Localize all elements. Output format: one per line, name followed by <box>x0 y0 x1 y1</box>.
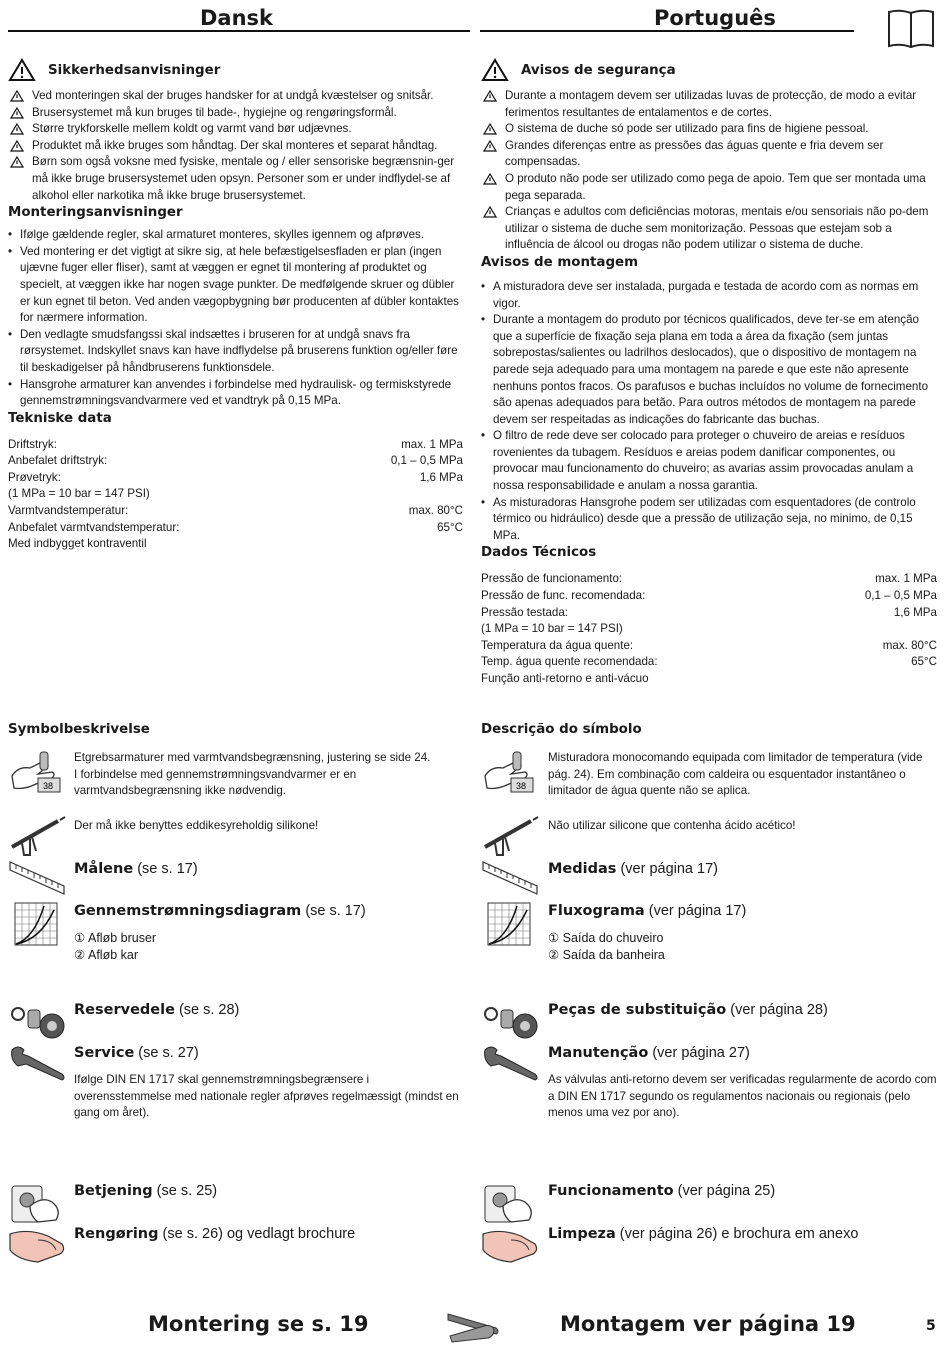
warning-small-icon <box>10 140 24 152</box>
pt-safety-text: Durante a montagem devem ser utilizadas luvas de protecção, de modo a evitar ferimentos resultantes de entalamentos e de cortes. <box>505 89 917 119</box>
header-rule-left <box>8 30 470 32</box>
dk-service-label: Service <box>74 1045 135 1061</box>
pt-spare <box>548 1002 828 1018</box>
header-rule-right <box>480 30 854 32</box>
tech-label: Driftstryk: <box>8 437 57 451</box>
pt-safety-item <box>481 88 937 121</box>
pt-mount-text: A misturadora deve ser instalada, purgada e testada de acordo com as normas em vigor. <box>493 279 919 310</box>
tech-label: Pressão de funcionamento: <box>481 572 623 586</box>
title-danish: Dansk <box>200 6 274 30</box>
dk-cleaning <box>74 1226 355 1242</box>
pt-safety-item <box>481 204 937 254</box>
pt-symbol-title: Descrição do símbolo <box>481 722 642 737</box>
pt-safety-title: Avisos de segurança <box>521 62 676 78</box>
warning-small-icon <box>483 206 497 218</box>
warning-icon <box>8 58 36 82</box>
pt-safety-text: Crianças e adultos com deficiências motoras, mentais e/ou sensoriais não po-dem utilizar o sistema de duche sem monitorização. Pessoas que estejam sob a influência de álcool ou drogas não podem utilizar o sistema de duche. <box>505 205 929 252</box>
tech-row <box>8 437 463 454</box>
silicone-gun-icon <box>481 815 539 857</box>
portuguese-column <box>481 58 937 688</box>
pt-operation-label: Funcionamento <box>548 1183 674 1199</box>
dk-footer-mounting: Montering se s. 19 <box>148 1312 369 1336</box>
tech-label: (1 MPa = 10 bar = 147 PSI) <box>481 622 623 636</box>
flow-diagram-icon <box>14 902 58 946</box>
danish-column <box>8 58 463 553</box>
pt-measures-ref: (ver página 17) <box>616 861 718 877</box>
tech-value: 0,1 – 0,5 MPa <box>864 589 937 603</box>
tech-value: 1,6 MPa <box>419 470 463 484</box>
dk-mount-text: Den vedlagte smudsfangssi skal indsættes i bruseren for at undgå snavs fra rørsystemet. Indskyllet snavs kan have indflydelse på bruserens funktion og/eller føre til beskadigelser på håndbruserens funktionsdele. <box>20 327 458 374</box>
pt-operation <box>548 1183 775 1199</box>
tech-label: Pressão testada: <box>481 605 569 619</box>
wrench-icon <box>8 1044 66 1084</box>
pt-safety-item <box>481 138 937 171</box>
dk-mount-text: Hansgrohe armaturer kan anvendes i forbindelse med hydraulisk- og termiskstyrede gennemstrømningsvandvarmere ved et vandtryk på 0,15 MPa. <box>20 377 452 408</box>
pt-operation-ref: (ver página 25) <box>673 1183 776 1199</box>
dk-thermo-text: Etgrebsarmaturer med varmtvandsbegrænsning, justering se side 24. I forbindelse med gennemstrømningsvandvarmer er en varmtvandsbegrænsning ikke nødvendig. <box>74 751 431 798</box>
tech-label: Função anti-retorno e anti-vácuo <box>481 672 649 685</box>
dk-tech-table <box>8 437 463 553</box>
dk-flow-outlet-2: ② Afløb kar <box>74 948 139 962</box>
tech-row <box>8 536 463 553</box>
pt-footer-mounting: Montagem ver página 19 <box>560 1312 856 1336</box>
dk-mount-text: Ifølge gældende regler, skal armaturet monteres, skylles igennem og afprøves. <box>20 228 425 242</box>
pt-mount-text: As misturadoras Hansgrohe podem ser utilizadas com esquentadores (de controlo térmico ou hidráulico) desde que a pressão de utilização seja, no minimo, de 0,15 MPa. <box>493 495 916 542</box>
dk-operation <box>74 1183 217 1199</box>
operation-hand-icon <box>8 1180 66 1224</box>
title-portuguese: Português <box>654 6 776 30</box>
tech-row <box>481 621 937 638</box>
warning-small-icon <box>10 156 24 168</box>
pt-safety-text: O sistema de duche só pode ser utilizado para fins de higiene pessoal. <box>505 122 869 136</box>
dk-service <box>74 1045 199 1061</box>
warning-small-icon <box>10 123 24 135</box>
pt-mount-item: • O filtro de rede deve ser colocado para proteger o chuveiro de areias e resíduos rovenientes da tubagem. Resíduos e areias podem danificar componentes, ou provocar mau funcionamento do chuveiro; as avarias assim provocadas anulam a nossa responsabilidade e anulam a nossa garantia. <box>481 428 937 494</box>
dk-service-text: Ifølge DIN EN 1717 skal gennemstrømningsbegrænsere i overensstemmelse med nationale regler afprøves regelmæssigt (mindst en gang om året). <box>74 1073 459 1120</box>
tech-row <box>8 520 463 537</box>
ruler-icon <box>8 858 66 898</box>
dk-mount-item: • Hansgrohe armaturer kan anvendes i forbindelse med hydraulisk- og termiskstyrede gennemstrømningsvandvarmere ved et vandtryk på 0,15 MPa. <box>8 377 463 410</box>
tech-row <box>481 571 937 588</box>
dk-flow-outlet-1: ① Afløb bruser <box>74 931 157 945</box>
tech-row <box>8 486 463 503</box>
dk-safety-text: Produktet må ikke bruges som håndtag. Der skal monteres et separat håndtag. <box>32 138 438 152</box>
warning-icon <box>481 58 509 82</box>
tech-label: Temperatura da água quente: <box>481 638 634 652</box>
tech-value: 1,6 MPa <box>893 605 937 619</box>
pt-flow-outlet-2: ② Saída da banheira <box>548 948 665 962</box>
pt-thermo-text: Misturadora monocomando equipada com limitador de temperatura (vide pág. 24). Em combinação com caldeira ou esquentador instantâneo o limitador de água quente não se aplica. <box>548 751 923 798</box>
pt-spare-ref: (ver página 28) <box>726 1002 828 1018</box>
pt-service-text: As válvulas anti-retorno devem ser verificadas regularmente de acordo com a DIN EN 1717 segundo os regulamentos nacionais ou regionais (pelo menos uma vez por ano). <box>548 1073 937 1120</box>
dk-measures-label: Målene <box>74 861 134 877</box>
dk-flow <box>74 903 366 919</box>
dk-mount-item: • Den vedlagte smudsfangssi skal indsættes i bruseren for at undgå snavs fra rørsystemet. Indskyllet snavs kan have indflydelse på bruserens funktion og/eller føre til beskadigelser på håndbruserens funktionsdele. <box>8 327 463 377</box>
pt-cleaning-label: Limpeza <box>548 1226 616 1242</box>
dk-tech-title: Tekniske data <box>8 410 112 426</box>
warning-small-icon <box>483 123 497 135</box>
dk-cleaning-label: Rengøring <box>74 1226 159 1242</box>
pt-mount-text: O filtro de rede deve ser colocado para proteger o chuveiro de areias e resíduos rovenientes da tubagem. Resíduos e areias podem danificar componentes, ou provocar mau funcionamento do chuveiro; as avarias assim provocadas anulam a nossa responsabilidade e anulam a nossa garantia. <box>493 429 914 493</box>
tech-value: 65°C <box>911 655 937 669</box>
pt-cleaning-ref: (ver página 26) e brochura em anexo <box>615 1226 859 1242</box>
pt-safety-text: O produto não pode ser utilizado como pega de apoio. Tem que ser montada uma pega separada. <box>505 171 926 202</box>
dk-safety-text: Større trykforskelle mellem koldt og varmt vand bør udjævnes. <box>32 122 352 136</box>
dk-mount-text: Ved montering er det vigtigt at sikre sig, at hele befæstigelsesfladen er plan (ingen ujævne fuger eller fliser), samt at væggen er egnet til montering af produktet og specielt, at væggen ikke har nogen svage punkter. De medfølgende skruer og dübler er kun egnet til beton. Ved anden vægopbygning bør producenten af dübler kontaktes for nærmere information. <box>20 244 459 325</box>
pt-tech-title: Dados Técnicos <box>481 545 597 561</box>
warning-small-icon <box>10 107 24 119</box>
pt-service <box>548 1045 750 1061</box>
dk-safety-item <box>8 138 463 155</box>
pt-service-ref: (ver página 27) <box>648 1045 750 1061</box>
thermostat-hand-icon <box>481 748 539 796</box>
tech-label: (1 MPa = 10 bar = 147 PSI) <box>8 487 150 501</box>
dk-operation-label: Betjening <box>74 1183 153 1199</box>
pt-silicone-text: Não utilizar silicone que contenha ácido acético! <box>548 819 796 832</box>
pt-safety-item <box>481 171 937 204</box>
dk-mount-title: Monteringsanvisninger <box>8 205 183 221</box>
dk-measures <box>74 861 198 877</box>
pt-flow-outlet-1: ① Saída do chuveiro <box>548 931 664 945</box>
dk-safety-text: Brusersystemet må kun bruges til bade-, hygiejne og rengøringsformål. <box>32 105 397 119</box>
page-number: 5 <box>926 1318 936 1334</box>
dk-spare-ref: (se s. 28) <box>174 1002 240 1018</box>
tech-label: Med indbygget kontraventil <box>8 537 147 551</box>
pt-mount-item: • A misturadora deve ser instalada, purgada e testada de acordo com as normas em vigor. <box>481 279 937 312</box>
warning-small-icon <box>483 90 497 102</box>
tech-label: Varmtvandstemperatur: <box>8 504 129 518</box>
operation-hand-icon <box>481 1180 539 1224</box>
dk-safety-item <box>8 88 463 105</box>
tech-value: max. 80°C <box>882 638 937 652</box>
cleaning-hand-icon <box>481 1226 539 1266</box>
pt-flow <box>548 903 746 919</box>
tech-row <box>8 470 463 487</box>
cleaning-hand-icon <box>8 1226 66 1266</box>
dk-silicone-text: Der må ikke benyttes eddikesyreholdig silikone! <box>74 819 319 832</box>
dk-spare <box>74 1002 239 1018</box>
dk-service-ref: (se s. 27) <box>134 1045 199 1061</box>
tech-row <box>481 638 937 655</box>
tech-label: Anbefalet driftstryk: <box>8 454 108 468</box>
svg-text:38: 38 <box>43 781 54 791</box>
tech-label: Temp. água quente recomendada: <box>481 655 658 669</box>
tech-row <box>8 503 463 520</box>
pt-mount-text: Durante a montagem do produto por técnicos qualificados, deve ter-se em atenção que a superfície de fixação seja plana em toda a área da fixação (sem juntas sobrepostas/salientes ou ladrilhos deslocados), que o dispositivo de montagem na parede seja adequado para uma montagem na parede e que este não apresente nenhuns pontos fracos. Os parafusos e buchas incluídos no volume de fornecimento são apenas adequados para betão. Para outros métodos de montagem na parede devem ser respeitadas as indicações do fabricante das buchas. <box>493 313 929 426</box>
tech-value: max. 80°C <box>408 504 463 518</box>
warning-small-icon <box>483 140 497 152</box>
thermostat-hand-icon <box>8 748 66 796</box>
spare-parts-icon <box>481 1002 539 1042</box>
dk-flow-label: Gennemstrømningsdiagram <box>74 903 302 919</box>
tech-label: Anbefalet varmtvandstemperatur: <box>8 520 180 534</box>
dk-operation-ref: (se s. 25) <box>152 1183 218 1199</box>
dk-mount-item: • Ifølge gældende regler, skal armaturet monteres, skylles igennem og afprøves. <box>8 227 463 244</box>
dk-spare-label: Reservedele <box>74 1002 175 1018</box>
tech-value: 0,1 – 0,5 MPa <box>390 454 463 468</box>
pt-service-label: Manutenção <box>548 1045 649 1061</box>
pt-measures <box>548 861 718 877</box>
tech-row <box>481 654 937 671</box>
ruler-icon <box>481 858 539 898</box>
pt-tech-table <box>481 571 937 687</box>
pt-mount-item: • Durante a montagem do produto por técnicos qualificados, deve ter-se em atenção que a superfície de fixação seja plana em toda a área da fixação (sem juntas sobrepostas/salientes ou ladrilhos deslocados), que o dispositivo de montagem na parede seja adequado para uma montagem na parede e que este não apresente nenhuns pontos fracos. Os parafusos e buchas incluídos no volume de fornecimento são apenas adequados para betão. Para outros métodos de montagem na parede devem ser respeitadas as indicações do fabricante das buchas. <box>481 312 937 428</box>
pt-spare-label: Peças de substituição <box>548 1002 727 1018</box>
dk-measures-ref: (se s. 17) <box>133 861 198 877</box>
dk-cleaning-ref: (se s. 26) og vedlagt brochure <box>158 1226 356 1242</box>
dk-safety-item <box>8 105 463 122</box>
tools-icon <box>444 1306 500 1346</box>
dk-flow-ref: (se s. 17) <box>301 903 366 919</box>
pt-flow-ref: (ver página 17) <box>644 903 747 919</box>
tech-row <box>481 671 937 688</box>
pt-flow-label: Fluxograma <box>548 903 645 919</box>
pt-cleaning <box>548 1226 858 1242</box>
book-icon <box>886 8 936 50</box>
dk-safety-text: Børn som også voksne med fysiske, mentale og / eller sensoriske begrænsnin-ger må ikke bruge brusersystemet uden opsyn. Personer som er under indflydel-se af alkohol eller narkotika må ikke bruge brusersystemet. <box>32 155 455 202</box>
dk-mount-item: • Ved montering er det vigtigt at sikre sig, at hele befæstigelsesfladen er plan (ingen ujævne fuger eller fliser), samt at væggen er egnet til montering af produktet og specielt, at væggen ikke har nogen svage punkter. De medfølgende skruer og dübler er kun egnet til beton. Ved anden vægopbygning bør producenten af dübler kontaktes for nærmere information. <box>8 244 463 327</box>
pt-measures-label: Medidas <box>548 861 617 877</box>
dk-safety-item <box>8 121 463 138</box>
dk-safety-title: Sikkerhedsanvisninger <box>48 62 221 78</box>
dk-safety-heading <box>8 58 463 82</box>
dk-safety-item <box>8 154 463 204</box>
tech-value: max. 1 MPa <box>875 572 937 586</box>
warning-small-icon <box>483 173 497 185</box>
warning-small-icon <box>10 90 24 102</box>
pt-mount-title: Avisos de montagem <box>481 254 639 270</box>
tech-value: max. 1 MPa <box>401 437 463 451</box>
tech-label: Prøvetryk: <box>8 470 61 484</box>
pt-safety-item <box>481 121 937 138</box>
pt-safety-text: Grandes diferenças entre as pressões das águas quente e fria devem ser compensadas. <box>505 138 884 169</box>
tech-value: 65°C <box>437 520 463 534</box>
pt-mount-item: • As misturadoras Hansgrohe podem ser utilizadas com esquentadores (de controlo térmico ou hidráulico) desde que a pressão de utilização seja, no minimo, de 0,15 MPa. <box>481 495 937 545</box>
silicone-gun-icon <box>8 815 66 857</box>
dk-safety-text: Ved monteringen skal der bruges handsker for at undgå kvæstelser og snitsår. <box>32 89 434 102</box>
svg-text:38: 38 <box>516 781 527 791</box>
wrench-icon <box>481 1044 539 1084</box>
dk-symbol-title: Symbolbeskrivelse <box>8 722 150 737</box>
tech-row <box>8 453 463 470</box>
pt-safety-heading <box>481 58 937 82</box>
flow-diagram-icon <box>487 902 531 946</box>
spare-parts-icon <box>8 1002 66 1042</box>
tech-row <box>481 588 937 605</box>
tech-label: Pressão de func. recomendada: <box>481 589 646 603</box>
tech-row <box>481 605 937 622</box>
